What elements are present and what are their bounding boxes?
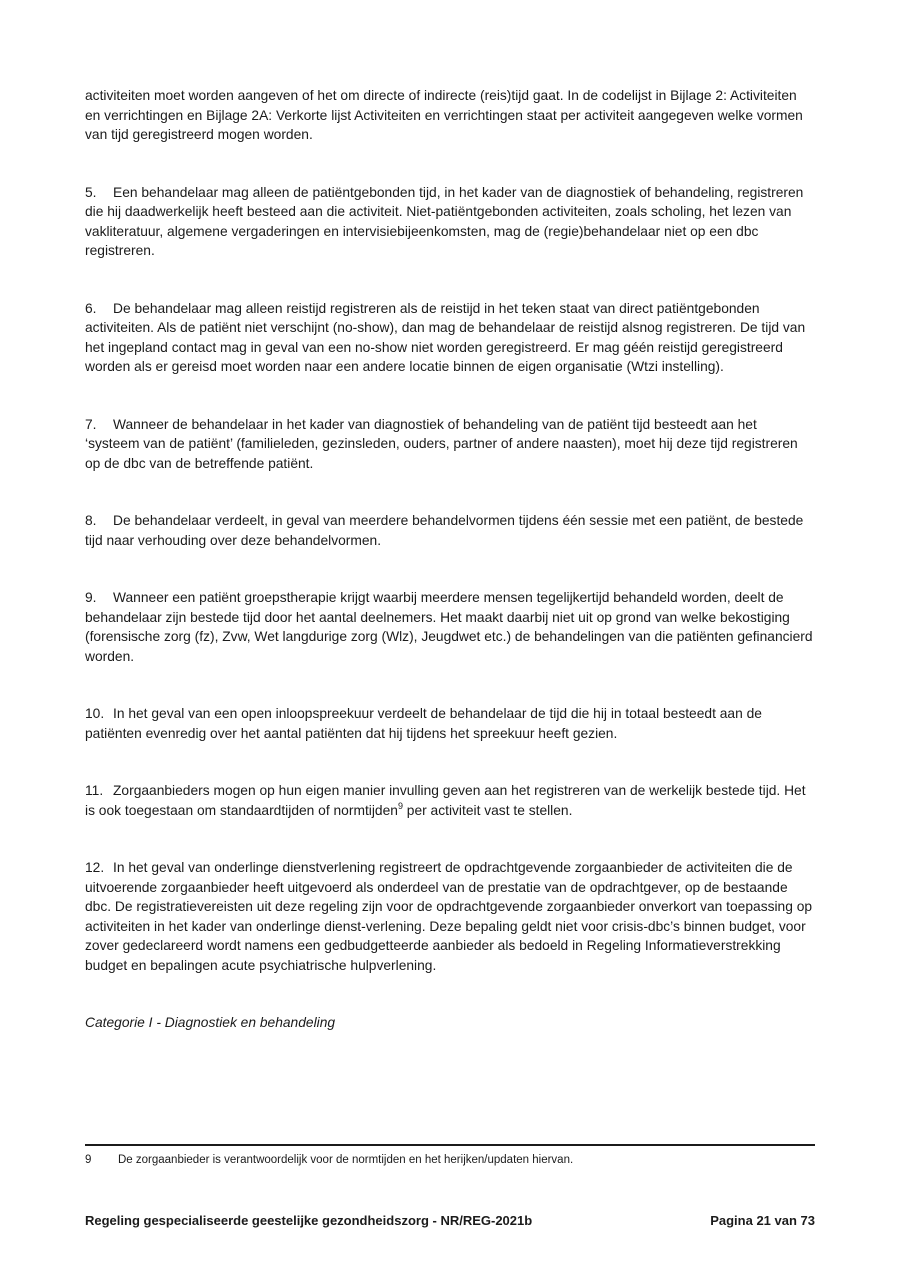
item-number: 9. xyxy=(85,590,97,605)
numbered-item-11 xyxy=(85,781,815,820)
footnote-number: 9 xyxy=(85,1154,92,1166)
intro-paragraph xyxy=(85,86,815,145)
page-body xyxy=(85,86,815,1033)
footnote xyxy=(85,1153,815,1168)
category-heading: Categorie I - Diagnostiek en behandeling xyxy=(85,1015,336,1030)
footer-page-number: Pagina 21 van 73 xyxy=(710,1213,815,1228)
footnote-divider-rule xyxy=(85,1144,815,1146)
item-number: 10. xyxy=(85,706,105,721)
item-text: In het geval van een open inloopspreekuur verdeelt de behandelaar de tijd die hij in totaal besteedt aan de patiënten evenredig over het aantal patiënten dat hij tijdens het spreekuur heeft gezien. xyxy=(85,706,762,741)
numbered-item-8 xyxy=(85,511,815,550)
item-text: Wanneer de behandelaar in het kader van diagnostiek of behandeling van de patiënt tijd besteedt aan het ‘systeem van de patiënt’ (familieleden, gezinsleden, ouders, partner of andere naasten), moet hij deze tijd registreren op de dbc van de betreffende patiënt. xyxy=(85,416,798,471)
item-number: 7. xyxy=(85,416,97,432)
intro-text: activiteiten moet worden aangeven of het om directe of indirecte (reis)tijd gaat. In de codelijst in Bijlage 2: Activiteiten en verrichtingen en Bijlage 2A: Verkorte lijst Activiteiten en verrichtingen staat per activiteit aangegeven welke vormen van tijd geregistreerd mogen worden. xyxy=(85,88,803,142)
item-text: De behandelaar mag alleen reistijd registreren als de reistijd in het teken staat van direct patiëntgebonden activiteiten. Als de patiënt niet verschijnt (no-show), dan mag de behandelaar de reistijd alsnog registreren. De tijd van het ingepland contact mag in geval van een no-show niet worden geregistreerd. Er mag géén reistijd geregistreerd worden als er gereisd moet worden naar een andere locatie binnen de eigen organisatie (Wtzi instelling). xyxy=(85,300,806,374)
numbered-item-12 xyxy=(85,858,815,975)
item-text: Zorgaanbieders mogen op hun eigen manier invulling geven aan het registreren van de werkelijk bestede tijd. Het is ook toegestaan om standaardtijden of normtijden xyxy=(85,783,806,818)
item-number: 5. xyxy=(85,184,97,200)
numbered-item-9 xyxy=(85,588,815,666)
numbered-item-6 xyxy=(85,299,815,377)
item-text: Wanneer een patiënt groepstherapie krijgt waarbij meerdere mensen tegelijkertijd behandeld worden, deelt de behandelaar zijn bestede tijd door het aantal deelnemers. Het maakt daarbij niet uit op grond van welke bekostiging (forensische zorg (fz), Zvw, Wet langdurige zorg (Wlz), Jeugdwet etc.) de behandelingen van die patiënten gefinancierd worden. xyxy=(85,590,813,664)
item-number: 6. xyxy=(85,300,97,316)
item-number: 8. xyxy=(85,513,97,528)
numbered-item-10 xyxy=(85,704,815,743)
item-number: 11. xyxy=(85,783,104,798)
footnote-reference-marker: 9 xyxy=(397,800,403,811)
page-footer xyxy=(85,1212,815,1229)
item-text-continued: per activiteit vast te stellen. xyxy=(402,802,573,818)
item-text: De behandelaar verdeelt, in geval van meerdere behandelvormen tijdens één sessie met een patiënt, de bestede tijd naar verhouding over deze behandelvormen. xyxy=(85,513,804,548)
item-number: 12. xyxy=(85,860,105,875)
numbered-item-5 xyxy=(85,183,815,261)
numbered-item-7 xyxy=(85,415,815,474)
item-text: In het geval van onderlinge dienstverlening registreert de opdrachtgevende zorgaanbieder de activiteiten die de uitvoerende zorgaanbieder heeft uitgevoerd als onderdeel van de prestatie van de opdrachtgever, op de bestaande dbc. De registratievereisten uit deze regeling zijn voor de opdrachtgevende zorgaanbieder onverkort van toepassing op activiteiten in het kader van onderlinge dienst-verlening. Deze bepaling geldt niet voor crisis-dbc’s binnen budget, voor zover gedeclareerd wordt namens een gedbudgetteerde aanbieder als bedoeld in Regeling Informatieverstrekking budget en bepalingen acute psychiatrische hulpverlening. xyxy=(85,860,813,973)
footnote-text: De zorgaanbieder is verantwoordelijk voor de normtijden en het herijken/updaten hiervan. xyxy=(118,1154,574,1166)
footer-document-title: Regeling gespecialiseerde geestelijke gezondheidszorg - NR/REG-2021b xyxy=(85,1213,533,1228)
item-text: Een behandelaar mag alleen de patiëntgebonden tijd, in het kader van de diagnostiek of behandeling, registreren die hij daadwerkelijk heeft besteed aan die activiteit. Niet-patiëntgebonden activiteiten, zoals scholing, het lezen van vakliteratuur, algemene vergaderingen en intervisiebijeenkomsten, mag de (regie)behandelaar niet op een dbc registreren. xyxy=(85,184,804,258)
